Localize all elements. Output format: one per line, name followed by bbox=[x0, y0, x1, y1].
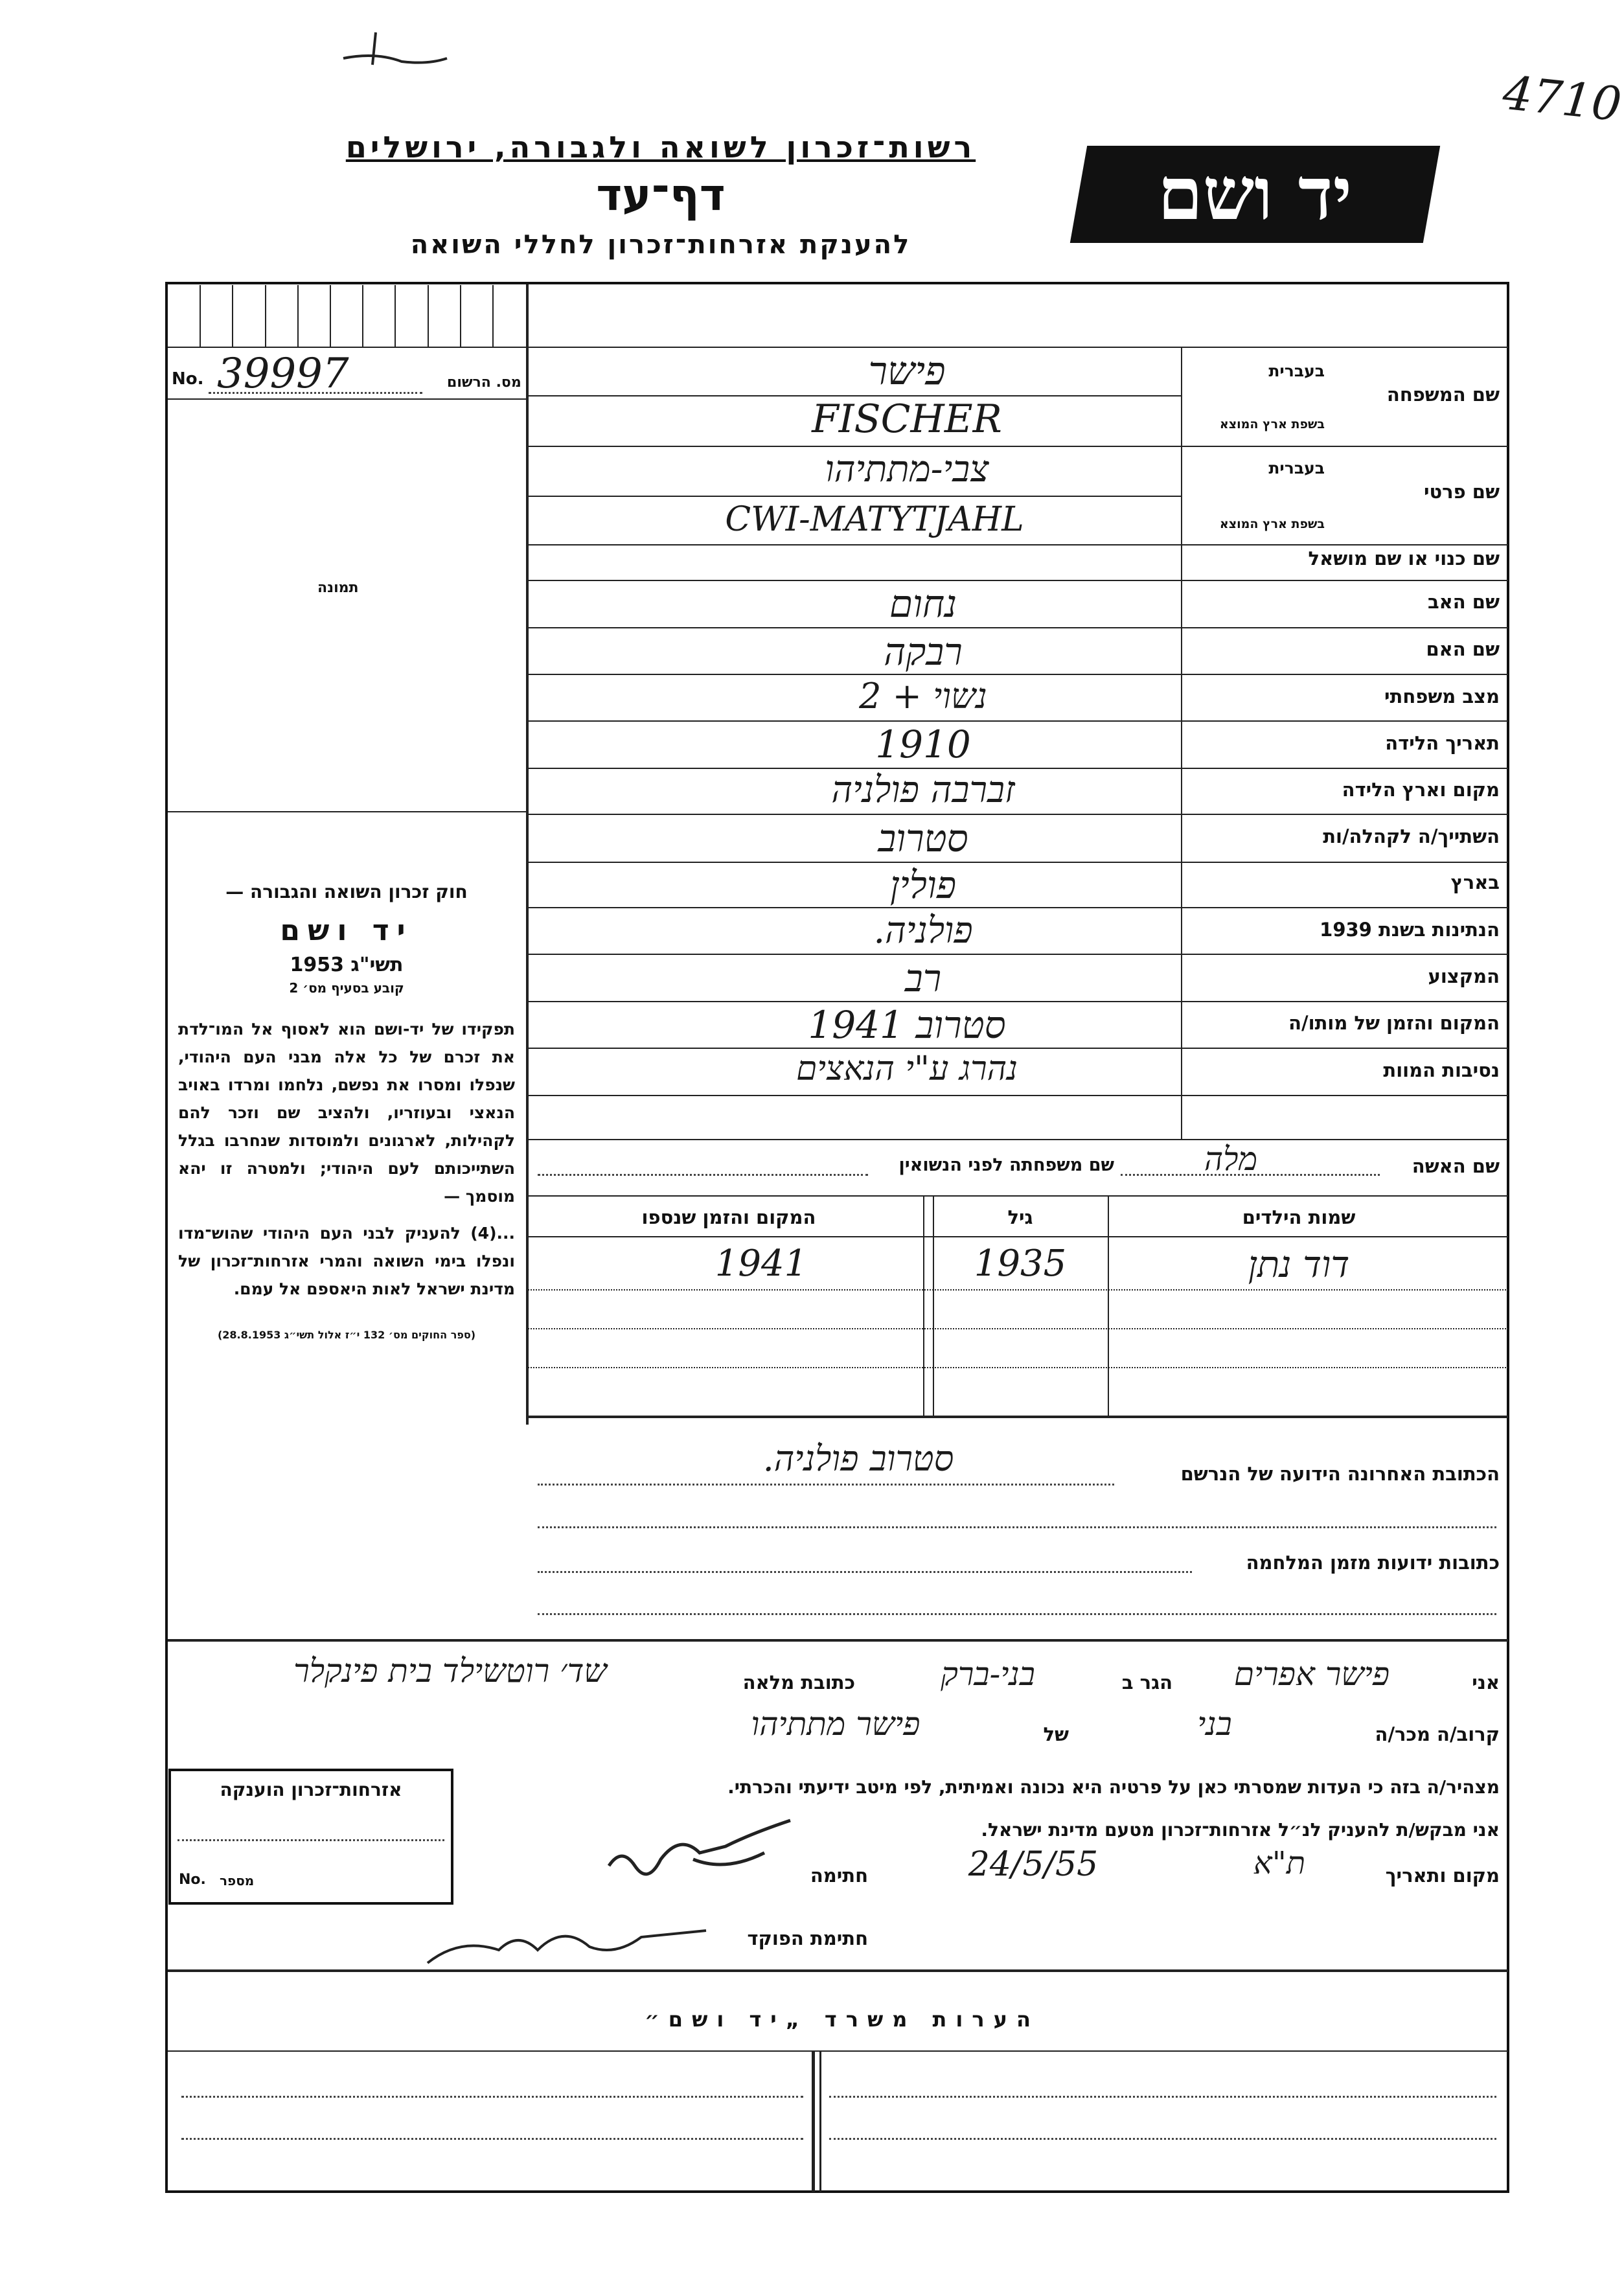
children-names-header: שמות הילדים bbox=[1242, 1206, 1356, 1228]
child-place: 1941 bbox=[715, 1243, 808, 1285]
award-number-label: מספר bbox=[220, 1873, 255, 1888]
first-name-hebrew-sub: בעברית bbox=[1268, 459, 1325, 477]
mother-label: שם האם bbox=[1426, 638, 1500, 660]
photo-label: תמונה bbox=[317, 580, 359, 596]
award-no-label: No. bbox=[179, 1872, 206, 1888]
registration-label: מס. הרשום bbox=[447, 374, 521, 391]
birth-place-label: מקום וארץ הלידה bbox=[1342, 779, 1500, 801]
relation-of-label: של bbox=[1043, 1723, 1069, 1745]
family-name-hebrew: פישר bbox=[868, 349, 946, 394]
death-circumstances-value: נהרג ע"י הנאצים bbox=[795, 1050, 1018, 1088]
award-box-title: אזרחות־זכרון הוענקה bbox=[220, 1779, 402, 1800]
request-text: אני מבקש/ת להעניק לנ״ל אזרחות־זכרון מטעם מדינת ישראל. bbox=[981, 1819, 1500, 1841]
death-place-label: המקום והזמן של מותו/ה bbox=[1288, 1012, 1500, 1034]
nickname-label: שם כנוי או שם מושאל bbox=[1308, 547, 1500, 569]
notes-title: הערות משרד „יד ושם״ bbox=[645, 2007, 1040, 2032]
birth-date-label: תאריך הלידה bbox=[1385, 732, 1500, 754]
country-value: פולין bbox=[889, 863, 957, 907]
birth-date-value: 1910 bbox=[875, 722, 971, 766]
declarant-name: פישר אפרים bbox=[1233, 1655, 1390, 1693]
marital-label: מצב משפחתי bbox=[1384, 685, 1500, 707]
relation-value: בני bbox=[1197, 1705, 1232, 1743]
children-place-header: המקום והזמן שנספו bbox=[641, 1206, 816, 1228]
law-name: יד ושם bbox=[280, 914, 413, 947]
wife-value: מלה bbox=[1204, 1140, 1258, 1178]
registration-no-label: No. bbox=[172, 369, 204, 389]
war-address-label: כתובות ידועות מזמן המלחמה bbox=[1246, 1552, 1500, 1574]
law-block bbox=[178, 881, 515, 1341]
children-age-header: גיל bbox=[1007, 1206, 1033, 1228]
family-name-origin: FISCHER bbox=[812, 396, 1002, 442]
declarant-date: 24/5/55 bbox=[968, 1845, 1099, 1884]
signature-label: חתימה bbox=[810, 1865, 868, 1887]
law-year: תשי"ג 1953 bbox=[290, 954, 404, 976]
wife-maiden-label: שם משפחתה לפני הנשואין bbox=[898, 1155, 1114, 1175]
first-name-label: שם פרטי bbox=[1423, 481, 1500, 503]
pen-mark bbox=[337, 26, 453, 80]
community-value: סטרוב bbox=[878, 816, 968, 860]
family-name-origin-sub: בשפת ארץ המוצא bbox=[1219, 417, 1325, 431]
profession-value: רב bbox=[904, 956, 942, 1000]
law-text-1: תפקידו של יד-ושם הוא לאסוף אל המו־לדת את זכרם של כל אלה מבני העם היהודי, שנפלו ומסרו את נפשם, נלחמו ומרדו באויב הנאצי ובעוזריו, ולהציב שם וזכר להם לקהילות, לארגונים ולמוסדות שנחרבו בגלל השתייכותם לעם היהודי; ולמטרה זו יהא מוסמך — bbox=[178, 1020, 515, 1206]
community-label: השתייך/ה לקהלה/ות bbox=[1323, 825, 1500, 847]
law-text-2: ...(4) להעניק לבני העם היהודי שהוש־מדו ונפלו בימי השואה והמרי אזרחות־זכרון של מדינת ישראל לאות היאספם אל עמם. bbox=[178, 1224, 515, 1298]
country-label: בארץ bbox=[1450, 871, 1500, 893]
first-name-origin: CWI-MATYTJAHL bbox=[725, 500, 1024, 539]
child-name: דוד נתן bbox=[1248, 1244, 1350, 1286]
last-address-value: סטרוב פולניה. bbox=[762, 1438, 954, 1479]
profession-label: המקצוע bbox=[1428, 965, 1500, 987]
marital-value: נשוי + 2 bbox=[859, 676, 987, 717]
birth-place-value: זברבה פולניה bbox=[831, 769, 1015, 811]
relation-of-value: פישר מתתיהו bbox=[751, 1705, 921, 1743]
citizenship-label: הנתינות בשנת 1939 bbox=[1320, 919, 1500, 941]
father-label: שם האב bbox=[1427, 591, 1500, 613]
first-name-origin-sub: בשפת ארץ המוצא bbox=[1219, 517, 1325, 531]
official-signature-label: חתימת הפוקד bbox=[747, 1927, 868, 1949]
yad-vashem-logo bbox=[1070, 146, 1440, 243]
citizenship-value: פולניה. bbox=[873, 910, 973, 952]
law-title: חוק זכרון השואה והגבורה — bbox=[225, 881, 468, 902]
declarant-place: ת"א bbox=[1253, 1845, 1306, 1881]
registration-boxes bbox=[168, 285, 525, 347]
declarant-signature bbox=[596, 1807, 803, 1901]
relation-label: קרוב/ה מכר/ה bbox=[1375, 1723, 1500, 1745]
death-circumstances-label: נסיבות המוות bbox=[1383, 1059, 1500, 1081]
declarant-full-address: שד׳ רוטשילד בית פינקלר bbox=[293, 1652, 607, 1690]
first-name-hebrew: צבי-מתתיהו bbox=[825, 448, 989, 490]
wife-label: שם האשה bbox=[1412, 1155, 1500, 1177]
authority-title: רשות־זכרון לשואה ולגבורה, ירושלים bbox=[345, 130, 976, 165]
logo-text: יד ושם bbox=[1158, 152, 1353, 236]
declarant-name-label: אני bbox=[1472, 1671, 1500, 1693]
declarant-resides-label: הגר ב bbox=[1121, 1671, 1172, 1693]
child-age: 1935 bbox=[974, 1243, 1067, 1285]
law-clause: קובע בסעיף מס׳ 2 bbox=[289, 980, 404, 996]
official-signature bbox=[421, 1911, 713, 1979]
registration-number: 39997 bbox=[217, 350, 349, 398]
form-subtitle: להענקת אזרחות־זכרון לחללי השואה bbox=[410, 230, 911, 260]
law-source: (ספר החוקים מס׳ 132 י״ז אלול תשי״ג 28.8.1953) bbox=[217, 1329, 476, 1341]
declarant-full-address-label: כתובת מלאה bbox=[742, 1671, 855, 1693]
form-title: דף־עד bbox=[596, 170, 726, 221]
mother-value: רבקה bbox=[884, 630, 963, 674]
page-number: 4710 bbox=[1500, 65, 1624, 132]
death-place-value: סטרוב 1941 bbox=[808, 1003, 1006, 1047]
family-name-hebrew-sub: בעברית bbox=[1268, 361, 1325, 380]
last-address-label: הכתובת האחרונה הידועה של הנרשם bbox=[1180, 1463, 1500, 1485]
declaration-text: מצהיר/ה בזה כי העדות שמסרתי כאן על פרטיה היא נכונה ואמיתית, לפי מיטב ידיעתי והכרתי. bbox=[727, 1776, 1500, 1798]
family-name-label: שם המשפחה bbox=[1386, 384, 1500, 406]
father-value: נחום bbox=[889, 582, 957, 626]
award-box bbox=[168, 1769, 453, 1905]
declarant-resides: בני-ברק bbox=[941, 1655, 1035, 1693]
place-date-label: מקום ותאריך bbox=[1385, 1865, 1500, 1887]
